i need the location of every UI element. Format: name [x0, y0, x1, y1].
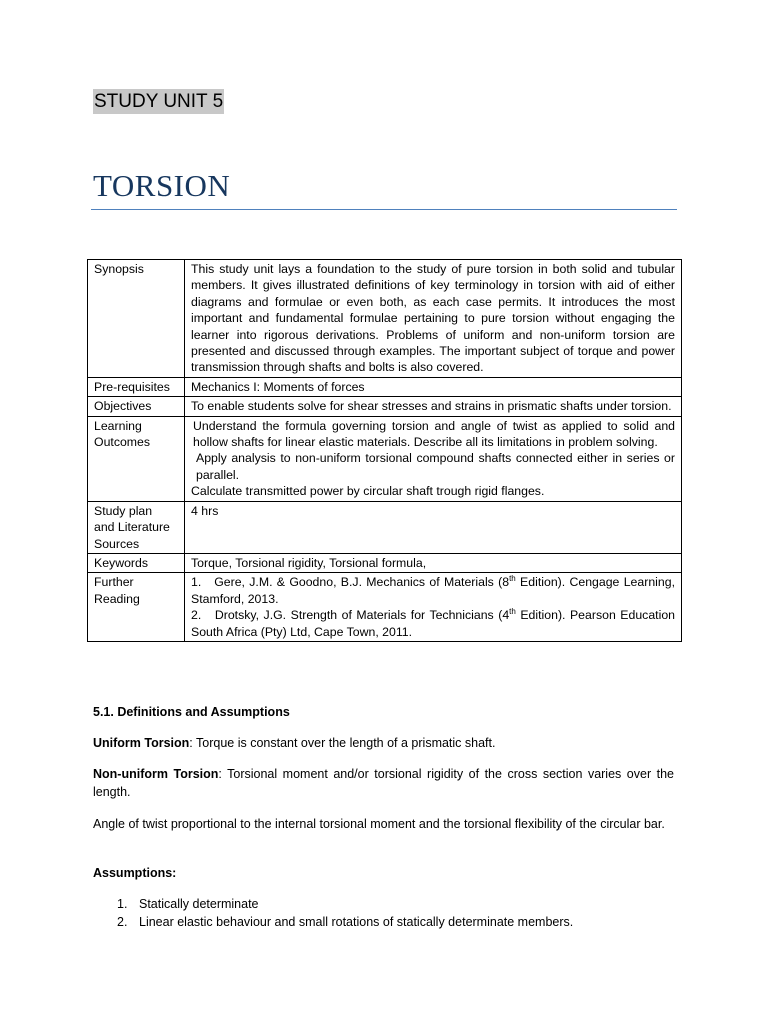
- nonuniform-torsion-text: : Torsional moment and/or torsional rigidity of the cross section varies over the length.: [93, 767, 674, 799]
- nonuniform-torsion-definition: [93, 765, 674, 801]
- study-plan-label-line-1: Study plan: [94, 503, 153, 518]
- study-plan-label-line-2: and Literature: [94, 520, 170, 535]
- learning-outcomes-text: [185, 416, 682, 501]
- keywords-label: Keywords: [88, 553, 185, 572]
- prerequisites-label: Pre-requisites: [88, 377, 185, 396]
- outcome-3: Calculate transmitted power by circular shaft trough rigid flanges.: [191, 484, 545, 499]
- table-row-prerequisites: [88, 377, 682, 396]
- study-plan-text: 4 hrs: [185, 501, 682, 553]
- nonuniform-torsion-term: Non-uniform Torsion: [93, 767, 219, 781]
- learning-outcomes-label-line-1: Learning: [94, 418, 142, 433]
- reference-1-superscript: th: [509, 574, 516, 584]
- uniform-torsion-definition: [93, 734, 674, 752]
- reference-2: [191, 607, 675, 640]
- table-row-keywords: [88, 553, 682, 572]
- assumption-2-text: Linear elastic behaviour and small rotations of statically determinate members.: [139, 915, 574, 929]
- reference-2-text-a: Drotsky, J.G. Strength of Materials for Technicians (4: [214, 608, 510, 623]
- learning-outcomes-label-line-2: Outcomes: [94, 435, 151, 450]
- assumption-1-text: Statically determinate: [139, 897, 259, 911]
- assumptions-heading: Assumptions:: [93, 866, 177, 880]
- study-plan-label-line-3: Sources: [94, 536, 140, 551]
- further-reading-label-line-2: Reading: [94, 591, 140, 606]
- reference-2-number: 2.: [191, 608, 202, 623]
- study-unit-info-table: [87, 259, 682, 642]
- angle-of-twist-paragraph: Angle of twist proportional to the internal torsional moment and the torsional flexibility of the circular bar.: [93, 817, 665, 831]
- table-row-objectives: [88, 397, 682, 416]
- further-reading-label-line-1: Further: [94, 575, 134, 590]
- section-heading: 5.1. Definitions and Assumptions: [93, 705, 290, 719]
- uniform-torsion-term: Uniform Torsion: [93, 736, 190, 750]
- title-divider: [91, 209, 677, 210]
- synopsis-text: This study unit lays a foundation to the study of pure torsion in both solid and tubular members. It gives illustrated definitions of key terminology in torsion with aid of either diagrams and formulae or even both, as each case permits. It introduces the most important and fundamental formulae pertaining to pure torsion without engaging the learner into rigorous derivations. Problems of uniform and non-uniform torsion are presented and discussed through examples. The important subject of torque and power transmission through shafts and bolts is also covered.: [185, 260, 682, 378]
- list-item: [93, 895, 573, 913]
- table-row-learning-outcomes: [88, 416, 682, 501]
- page-title: TORSION: [93, 168, 231, 203]
- list-item: [93, 913, 573, 931]
- study-unit-label: STUDY UNIT 5: [94, 91, 224, 112]
- assumption-2-number: 2.: [117, 915, 128, 929]
- outcome-1: Understand the formula governing torsion and angle of twist as applied to solid and hollow shafts for linear elastic materials. Describe all its limitations in problem solving.: [193, 418, 675, 450]
- synopsis-label: Synopsis: [88, 260, 185, 378]
- table-row-study-plan: [88, 501, 682, 553]
- assumption-1-number: 1.: [117, 897, 128, 911]
- reference-1: [191, 574, 675, 607]
- table-row-further-reading: [88, 573, 682, 642]
- assumptions-list: [93, 895, 573, 931]
- keywords-text: Torque, Torsional rigidity, Torsional formula,: [185, 553, 682, 572]
- prerequisites-text: Mechanics I: Moments of forces: [185, 377, 682, 396]
- outcome-2: Apply analysis to non-uniform torsional compound shafts connected either in series or parallel.: [196, 451, 675, 482]
- study-plan-label: [88, 501, 185, 553]
- reference-2-superscript: th: [509, 607, 516, 617]
- reference-1-text-a: Gere, J.M. & Goodno, B.J. Mechanics of Materials (8: [214, 575, 510, 590]
- objectives-label: Objectives: [88, 397, 185, 416]
- table-row-synopsis: [88, 260, 682, 378]
- uniform-torsion-text: : Torque is constant over the length of a prismatic shaft.: [189, 736, 496, 750]
- reference-1-number: 1.: [191, 575, 202, 590]
- further-reading-label: [88, 573, 185, 642]
- further-reading-text: [185, 573, 682, 642]
- objectives-text: To enable students solve for shear stresses and strains in prismatic shafts under torsion.: [185, 397, 682, 416]
- reference-1-text-b: Edition). Cengage Learning, Stamford, 2013.: [191, 575, 675, 606]
- learning-outcomes-label: [88, 416, 185, 501]
- reference-2-text-b: Edition). Pearson Education South Africa (Pty) Ltd, Cape Town, 2011.: [191, 608, 675, 639]
